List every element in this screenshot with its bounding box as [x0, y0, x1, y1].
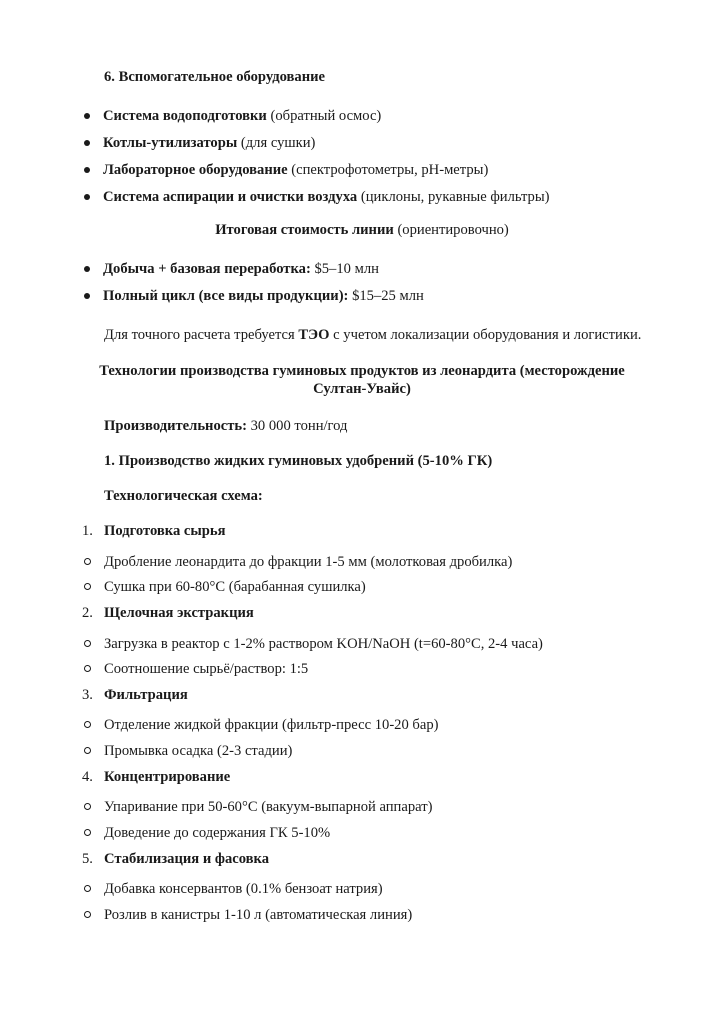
- tech-title-line2: Султан-Увайс): [313, 381, 411, 397]
- bullet-icon: [84, 167, 90, 173]
- sub-bullet: [84, 824, 91, 842]
- circle-bullet-icon: [84, 803, 91, 810]
- step-sub-item: Загрузка в реактор с 1-2% раствором KOH/NaOH (t=60-80°C, 2-4 часа): [104, 636, 543, 652]
- step-title: Стабилизация и фасовка: [104, 851, 270, 867]
- step-title: Концентрирование: [104, 769, 231, 785]
- step-sub-item: Дробление леонардита до фракции 1-5 мм (молотковая дробилка): [104, 554, 513, 570]
- step-number: 2.: [82, 605, 93, 621]
- list-item: [84, 287, 90, 305]
- step-sub-item: Доведение до содержания ГК 5-10%: [104, 825, 331, 841]
- cost-heading: Итоговая стоимость линии (ориентировочно): [215, 222, 509, 238]
- sub-bullet: [84, 716, 91, 734]
- step-sub-item: Сушка при 60-80°C (барабанная сушилка): [104, 579, 366, 595]
- sub-bullet: [84, 578, 91, 596]
- step-number: 4.: [82, 769, 93, 785]
- step-sub-item: Промывка осадка (2-3 стадии): [104, 743, 293, 759]
- circle-bullet-icon: [84, 829, 91, 836]
- step-sub-item: Розлив в канистры 1-10 л (автоматическая линия): [104, 907, 413, 923]
- circle-bullet-icon: [84, 721, 91, 728]
- step-sub-item: Соотношение сырьё/раствор: 1:5: [104, 661, 309, 677]
- circle-bullet-icon: [84, 640, 91, 647]
- circle-bullet-icon: [84, 558, 91, 565]
- capacity: Производительность: 30 000 тонн/год: [104, 418, 348, 434]
- bullet-icon: [84, 113, 90, 119]
- section6-heading: 6. Вспомогательное оборудование: [104, 69, 325, 85]
- step-title: Фильтрация: [104, 687, 188, 703]
- step-title: Щелочная экстракция: [104, 605, 254, 621]
- cost-note: Для точного расчета требуется ТЭО с учетом локализации оборудования и логистики.: [104, 327, 642, 343]
- list-item-text: Система водоподготовки (обратный осмос): [103, 108, 382, 124]
- step-title: Подготовка сырья: [104, 523, 226, 539]
- circle-bullet-icon: [84, 911, 91, 918]
- bullet-icon: [84, 266, 90, 272]
- circle-bullet-icon: [84, 665, 91, 672]
- scheme-label: Технологическая схема:: [104, 488, 263, 504]
- sub-bullet: [84, 742, 91, 760]
- sub-bullet: [84, 798, 91, 816]
- sub-bullet: [84, 660, 91, 678]
- step-number: 3.: [82, 687, 93, 703]
- list-item: [84, 134, 90, 152]
- circle-bullet-icon: [84, 747, 91, 754]
- list-item-text: Полный цикл (все виды продукции): $15–25 млн: [103, 288, 424, 304]
- sub-bullet: [84, 906, 91, 924]
- list-item: [84, 260, 90, 278]
- bullet-icon: [84, 293, 90, 299]
- step-sub-item: Отделение жидкой фракции (фильтр-пресс 10-20 бар): [104, 717, 439, 733]
- sub-bullet: [84, 880, 91, 898]
- bullet-icon: [84, 194, 90, 200]
- sub-bullet: [84, 553, 91, 571]
- tech-title-line1: Технологии производства гуминовых продуктов из леонардита (месторождение: [99, 363, 625, 379]
- step-sub-item: Добавка консервантов (0.1% бензоат натрия): [104, 881, 383, 897]
- sub-bullet: [84, 635, 91, 653]
- list-item-text: Система аспирации и очистки воздуха (циклоны, рукавные фильтры): [103, 189, 550, 205]
- list-item: [84, 188, 90, 206]
- list-item: [84, 161, 90, 179]
- circle-bullet-icon: [84, 583, 91, 590]
- bullet-icon: [84, 140, 90, 146]
- list-item: [84, 107, 90, 125]
- list-item-text: Добыча + базовая переработка: $5–10 млн: [103, 261, 379, 277]
- step-sub-item: Упаривание при 50-60°C (вакуум-выпарной аппарат): [104, 799, 433, 815]
- list-item-text: Котлы-утилизаторы (для сушки): [103, 135, 316, 151]
- circle-bullet-icon: [84, 885, 91, 892]
- step-number: 1.: [82, 523, 93, 539]
- step-number: 5.: [82, 851, 93, 867]
- section1-heading: 1. Производство жидких гуминовых удобрений (5-10% ГК): [104, 453, 493, 469]
- list-item-text: Лабораторное оборудование (спектрофотометры, pH-метры): [103, 162, 489, 178]
